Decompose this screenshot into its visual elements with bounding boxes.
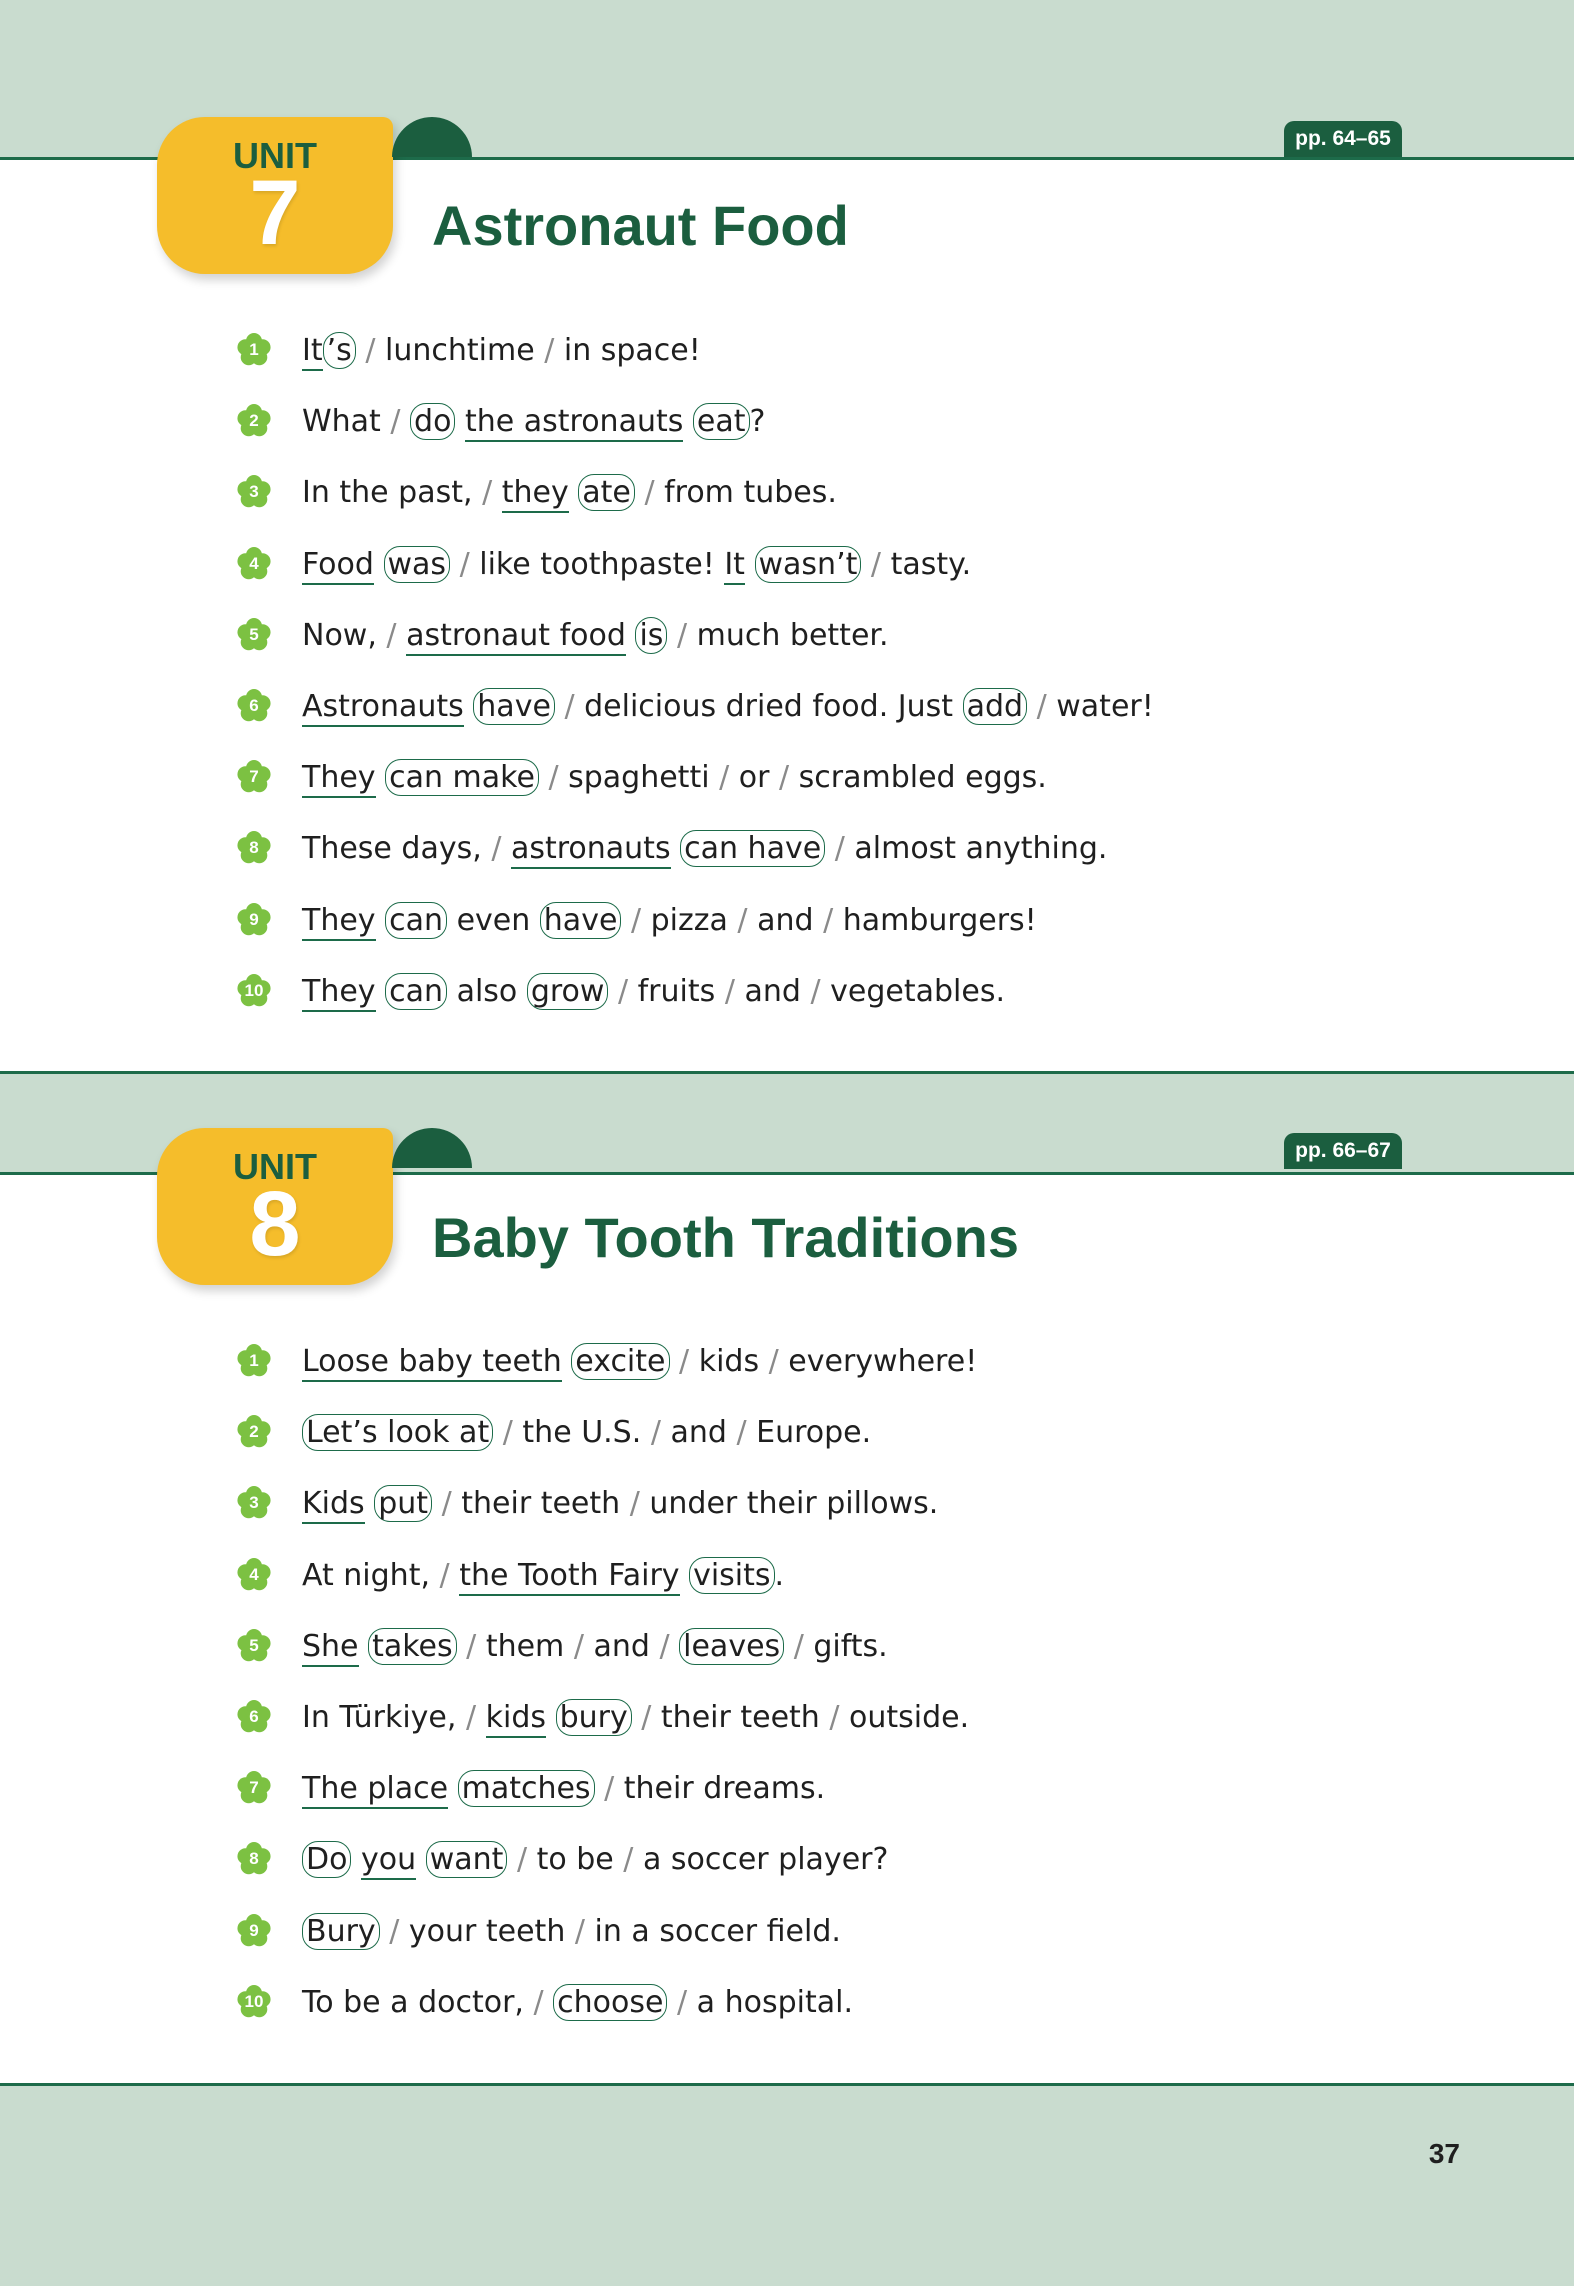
unit-number: 8 [249,1173,301,1275]
verb-circled: can [385,902,447,939]
plain-text: To be a doctor, [302,1984,524,2020]
plain-text: even [456,902,531,938]
chunk-slash: / [573,1628,584,1664]
chunk-slash: / [659,1628,670,1664]
verb-circled: leaves [679,1628,784,1665]
sentence-number-icon [236,617,272,653]
subject-underlined: It [302,333,323,371]
plain-text: lunchtime [385,333,535,368]
plain-text: scrambled eggs. [798,760,1047,796]
verb-circled: takes [368,1628,457,1665]
sentence-row [0,1337,1574,1387]
chunk-slash: / [768,1344,779,1379]
sentence-number: 8 [249,1849,259,1869]
sentence-text [302,1835,888,1885]
sentence-row [0,824,1574,874]
subject-underlined: It [724,547,745,585]
unit-title: Astronaut Food [432,194,849,257]
plain-text: pizza [650,902,728,938]
verb-circled: matches [458,1770,595,1807]
sentence-number: 10 [244,980,264,1000]
verb-circled: put [374,1485,432,1522]
sentence-number-icon [236,1841,272,1877]
sentence-number-icon [236,1557,272,1593]
sentence-number: 2 [249,1422,259,1442]
plain-text: What [302,404,381,440]
sentence-number: 4 [249,553,259,573]
plain-text: your teeth [408,1913,566,1949]
plain-text: a hospital. [696,1984,853,2020]
sentence-row [0,540,1574,590]
chunk-slash: / [389,1913,400,1949]
subject-underlined: Kids [302,1486,365,1524]
verb-circled: can have [680,830,825,867]
chunk-slash: / [617,973,629,1009]
verb-circled: wasn’t [755,546,862,583]
sentence-row [0,1551,1574,1601]
chunk-slash: / [623,1842,634,1878]
subject-underlined: Loose baby teeth [302,1344,562,1382]
sentence-number-icon [236,688,272,724]
sentence-number-icon [236,1485,272,1521]
chunk-slash: / [834,831,845,867]
sentence-row [0,1907,1574,1957]
plain-text: and [593,1628,650,1664]
sentence-row [0,468,1574,518]
plain-text: a soccer player? [642,1842,889,1878]
chunk-slash: / [386,617,397,653]
sentence-row [0,1622,1574,1672]
subject-underlined: She [302,1629,359,1667]
sentence-row [0,1408,1574,1458]
verb-circled: have [473,688,555,725]
chunk-slash: / [574,1913,585,1949]
chunk-slash: / [604,1771,615,1807]
verb-circled: eat [693,403,750,440]
sentence-text [302,1622,888,1672]
subject-underlined: They [302,903,376,941]
sentence-number: 6 [249,1707,259,1726]
sentence-row [0,397,1574,447]
plain-text: from tubes. [664,475,837,511]
plain-text: At night, [302,1557,430,1593]
plain-text: vegetables. [830,973,1005,1009]
plain-text: delicious dried food. Just [584,689,954,724]
chunk-slash: / [779,760,790,796]
sentence-number-icon [236,546,272,582]
chunk-slash: / [629,1486,640,1522]
verb-circled: have [540,902,622,939]
plain-text: ? [749,404,766,440]
plain-text: hamburgers! [842,902,1037,938]
sentence-text [302,397,765,447]
plain-text: Now, [302,617,377,653]
sentence-number: 9 [249,1920,259,1940]
sentence-number-icon [236,830,272,866]
sentence-text [302,1907,841,1957]
sentence-number: 3 [249,482,259,502]
sentence-number-icon [236,1770,272,1806]
chunk-slash: / [829,1700,840,1735]
sentence-row [0,967,1574,1017]
sentence-number-icon [236,403,272,439]
chunk-slash: / [439,1557,450,1593]
sentence-number: 2 [249,411,259,431]
chunk-slash: / [1036,689,1047,724]
plain-text: in space! [563,333,701,368]
sentence-row [0,753,1574,803]
sentence-text [302,326,701,376]
sentence-number: 5 [249,624,259,644]
sentence-number: 9 [249,909,259,929]
chunk-slash: / [724,973,735,1009]
chunk-slash: / [793,1628,804,1664]
sentence-number-icon [236,759,272,795]
plain-text: or [738,760,770,796]
sentence-number: 3 [249,1493,259,1513]
subject-underlined: the Tooth Fairy [459,1558,679,1596]
chunk-slash: / [544,333,555,368]
sentence-text [302,824,1107,874]
chunk-slash: / [630,902,642,938]
plain-text: Europe. [756,1415,872,1451]
verb-circled: excite [571,1343,669,1380]
verb-circled: visits [689,1557,774,1594]
sentence-row [0,326,1574,376]
sentence-number-icon [236,1414,272,1450]
chunk-slash: / [823,902,834,938]
chunk-slash: / [482,475,493,511]
sentence-text [302,1479,938,1529]
sentence-number-icon [236,332,272,368]
sentence-number: 4 [249,1564,259,1584]
verb-circled: was [384,546,451,583]
subject-underlined: The place [302,1771,448,1809]
sentence-text [302,1693,969,1743]
sentence-number-icon [236,1699,272,1735]
verb-circled: is [635,617,667,654]
sentence-text [302,896,1037,946]
chunk-slash: / [676,617,688,653]
sentence-text [302,468,837,518]
chunk-slash: / [441,1486,452,1522]
chunk-slash: / [491,831,502,867]
chunk-slash: / [719,760,730,796]
plain-text: like toothpaste! [479,546,725,582]
chunk-slash: / [502,1415,513,1451]
sentence-text [302,682,1154,732]
verb-circled: Let’s look at [302,1414,493,1451]
plain-text: and [757,902,814,938]
plain-text: under their pillows. [649,1486,939,1522]
plain-text: spaghetti [568,760,710,796]
sentence-text [302,611,889,661]
unit-label: UNIT [233,1146,317,1187]
plain-text: to be [536,1842,614,1878]
chunk-slash: / [390,404,401,440]
sentence-number-icon [236,1628,272,1664]
sentence-number: 1 [249,1351,259,1370]
verb-circled: Do [302,1841,351,1878]
chunk-slash: / [736,1415,747,1451]
sentence-number-icon [236,474,272,510]
plain-text: gifts. [813,1628,888,1664]
bottom-band [0,2083,1574,2286]
chunk-slash: / [459,546,470,582]
sentence-text [302,1551,784,1601]
subject-underlined: Food [302,547,374,585]
sentence-text [302,1337,977,1387]
verb-circled: grow [527,973,609,1010]
subject-underlined: they [502,475,569,513]
verb-circled: add [963,688,1027,725]
sentence-number: 7 [249,1778,259,1798]
chunk-slash: / [516,1842,528,1878]
chunk-slash: / [465,1700,477,1735]
plain-text: These days, [302,831,482,867]
chunk-slash: / [650,1415,661,1451]
plain-text: In the past, [302,475,473,511]
unit-badge [157,117,393,274]
plain-text: much better. [696,617,889,653]
unit-badge [157,1128,393,1285]
sentence-number: 5 [249,1635,259,1655]
sentence-row [0,896,1574,946]
subject-underlined: Astronauts [302,689,464,727]
sentence-number-icon [236,1343,272,1379]
subject-underlined: the astronauts [465,404,683,442]
chunk-slash: / [870,546,882,582]
chunk-slash: / [644,475,655,511]
subject-underlined: They [302,974,376,1012]
plain-text: fruits [637,973,716,1009]
sentence-number-icon [236,1913,272,1949]
unit-title: Baby Tooth Traditions [432,1206,1019,1269]
sentence-text [302,967,1005,1017]
sentence-number: 6 [249,696,259,715]
sentence-row [0,1693,1574,1743]
plain-text: their dreams. [623,1771,826,1807]
subject-underlined: you [361,1842,416,1880]
sentence-row [0,1764,1574,1814]
chunk-slash: / [548,760,559,796]
page-reference-badge: pp. 64–65 [1284,121,1402,157]
chunk-slash: / [810,973,821,1009]
sentence-number-icon [236,973,272,1009]
sentence-text [302,1764,825,1814]
plain-text: almost anything. [854,831,1108,867]
sentence-row [0,682,1574,732]
sentence-row [0,1479,1574,1529]
sentence-number: 1 [249,340,259,359]
unit-number: 7 [249,162,301,264]
chunk-slash: / [466,1628,477,1664]
subject-underlined: They [302,760,376,798]
verb-circled: do [410,403,455,440]
verb-circled: can make [385,759,539,796]
sentence-number: 8 [249,838,259,858]
plain-text: their teeth [461,1486,621,1522]
chunk-slash: / [641,1700,652,1735]
sentence-text [302,1978,853,2028]
sentence-number: 10 [244,1991,264,2011]
page-number: 37 [1428,2138,1460,2169]
chunk-slash: / [737,902,748,938]
plain-text: the U.S. [522,1415,642,1451]
sentence-text [302,753,1047,803]
plain-text: and [670,1415,727,1451]
sentence-number: 7 [249,767,259,787]
sentence-text [302,1408,871,1458]
plain-text: . [774,1557,785,1593]
subject-underlined: astronaut food [406,618,626,656]
plain-text: also [456,973,518,1009]
plain-text: kids [698,1344,760,1379]
sentence-text [302,540,971,590]
sentence-number-icon [236,902,272,938]
sentence-row [0,1978,1574,2028]
verb-circled: bury [556,1699,632,1736]
chunk-slash: / [564,689,575,724]
page-reference-badge: pp. 66–67 [1284,1133,1402,1169]
verb-circled: want [426,1841,508,1878]
sentence-row [0,1835,1574,1885]
verb-circled: choose [553,1984,667,2021]
plain-text: in a soccer field. [594,1913,841,1949]
sentence-row [0,611,1574,661]
unit-label: UNIT [233,135,317,176]
plain-text: tasty. [890,546,972,582]
plain-text: and [744,973,801,1009]
verb-circled: Bury [302,1913,380,1950]
verb-circled: ate [578,474,635,511]
chunk-slash: / [533,1984,544,2020]
plain-text: water! [1056,689,1154,724]
chunk-slash: / [679,1344,690,1379]
sentence-number-icon [236,1984,272,2020]
plain-text: them [485,1628,565,1664]
plain-text: everywhere! [788,1344,978,1379]
subject-underlined: astronauts [511,831,671,869]
verb-circled: can [385,973,447,1010]
chunk-slash: / [365,333,376,368]
plain-text: their teeth [660,1700,820,1735]
verb-circled: ’s [323,332,356,369]
plain-text: In Türkiye, [302,1700,457,1735]
subject-underlined: kids [486,1700,546,1738]
plain-text: outside. [849,1700,970,1735]
chunk-slash: / [677,1984,688,2020]
